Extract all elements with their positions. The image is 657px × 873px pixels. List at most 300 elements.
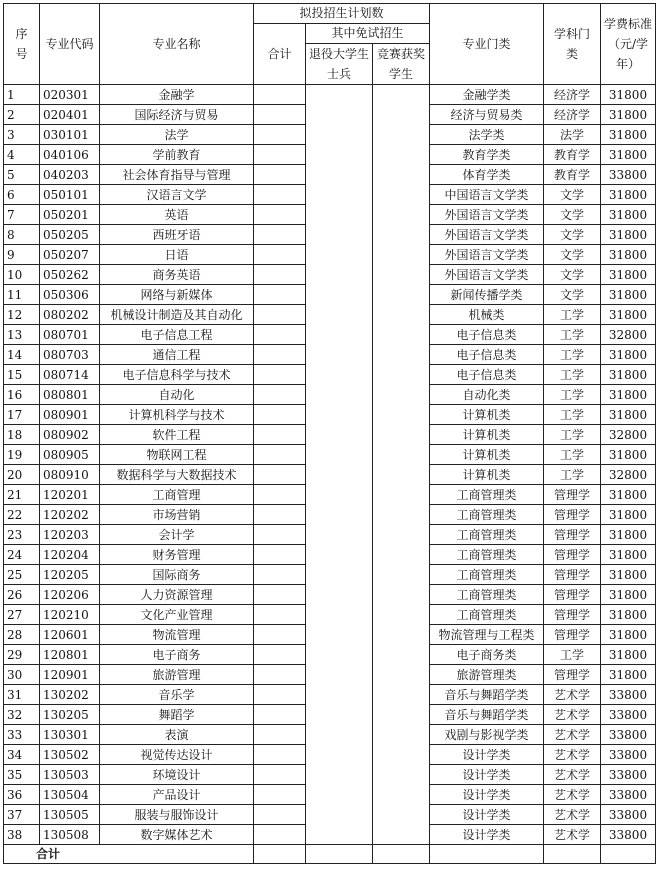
fee-cell: 33800 bbox=[601, 805, 656, 825]
total-row bbox=[4, 845, 656, 864]
header-exempt: 其中免试招生 bbox=[306, 24, 430, 44]
contest-cell bbox=[373, 145, 430, 165]
major-name-cell: 工商管理 bbox=[100, 485, 254, 505]
veteran-cell bbox=[306, 285, 373, 305]
total-contest-cell bbox=[373, 845, 430, 864]
code-cell: 080714 bbox=[40, 365, 100, 385]
discipline-cell: 法学 bbox=[544, 125, 601, 145]
plan-total-cell bbox=[254, 585, 306, 605]
seq-cell: 14 bbox=[4, 345, 40, 365]
table-row bbox=[4, 765, 656, 785]
veteran-cell bbox=[306, 785, 373, 805]
fee-cell: 31800 bbox=[601, 545, 656, 565]
table-row bbox=[4, 385, 656, 405]
seq-cell: 1 bbox=[4, 85, 40, 105]
major-name-cell: 电子信息工程 bbox=[100, 325, 254, 345]
table-row bbox=[4, 265, 656, 285]
table-row bbox=[4, 145, 656, 165]
veteran-cell bbox=[306, 685, 373, 705]
discipline-cell: 管理学 bbox=[544, 625, 601, 645]
plan-total-cell bbox=[254, 785, 306, 805]
table-row bbox=[4, 85, 656, 105]
contest-cell bbox=[373, 685, 430, 705]
fee-cell: 31800 bbox=[601, 285, 656, 305]
veteran-cell bbox=[306, 245, 373, 265]
plan-total-cell bbox=[254, 565, 306, 585]
plan-total-cell bbox=[254, 805, 306, 825]
contest-cell bbox=[373, 345, 430, 365]
discipline-cell: 管理学 bbox=[544, 585, 601, 605]
plan-total-cell bbox=[254, 265, 306, 285]
major-name-cell: 电子商务 bbox=[100, 645, 254, 665]
plan-total-cell bbox=[254, 645, 306, 665]
discipline-cell: 艺术学 bbox=[544, 785, 601, 805]
veteran-cell bbox=[306, 625, 373, 645]
category-cell: 设计学类 bbox=[430, 825, 544, 845]
seq-cell: 28 bbox=[4, 625, 40, 645]
major-name-cell: 自动化 bbox=[100, 385, 254, 405]
category-cell: 工商管理类 bbox=[430, 585, 544, 605]
code-cell: 020401 bbox=[40, 105, 100, 125]
contest-cell bbox=[373, 245, 430, 265]
table-row bbox=[4, 485, 656, 505]
discipline-cell: 工学 bbox=[544, 645, 601, 665]
table-row bbox=[4, 805, 656, 825]
category-cell: 计算机类 bbox=[430, 425, 544, 445]
seq-cell: 3 bbox=[4, 125, 40, 145]
code-cell: 120204 bbox=[40, 545, 100, 565]
plan-total-cell bbox=[254, 405, 306, 425]
table-row bbox=[4, 285, 656, 305]
code-cell: 120210 bbox=[40, 605, 100, 625]
table-row bbox=[4, 605, 656, 625]
major-name-cell: 物流管理 bbox=[100, 625, 254, 645]
fee-cell: 33800 bbox=[601, 745, 656, 765]
header-plan: 拟投招生计划数 bbox=[254, 4, 430, 24]
fee-cell: 31800 bbox=[601, 445, 656, 465]
discipline-cell: 艺术学 bbox=[544, 805, 601, 825]
seq-cell: 10 bbox=[4, 265, 40, 285]
table-row bbox=[4, 685, 656, 705]
contest-cell bbox=[373, 125, 430, 145]
contest-cell bbox=[373, 85, 430, 105]
discipline-cell: 工学 bbox=[544, 345, 601, 365]
category-cell: 电子信息类 bbox=[430, 365, 544, 385]
contest-cell bbox=[373, 405, 430, 425]
code-cell: 050207 bbox=[40, 245, 100, 265]
fee-cell: 31800 bbox=[601, 145, 656, 165]
contest-cell bbox=[373, 285, 430, 305]
total-label: 合计 bbox=[4, 845, 254, 864]
discipline-cell: 艺术学 bbox=[544, 705, 601, 725]
plan-total-cell bbox=[254, 285, 306, 305]
category-cell: 外国语言文学类 bbox=[430, 245, 544, 265]
veteran-cell bbox=[306, 505, 373, 525]
discipline-cell: 文学 bbox=[544, 225, 601, 245]
veteran-cell bbox=[306, 705, 373, 725]
contest-cell bbox=[373, 645, 430, 665]
veteran-cell bbox=[306, 365, 373, 385]
category-cell: 设计学类 bbox=[430, 805, 544, 825]
category-cell: 旅游管理类 bbox=[430, 665, 544, 685]
seq-cell: 12 bbox=[4, 305, 40, 325]
fee-cell: 33800 bbox=[601, 705, 656, 725]
veteran-cell bbox=[306, 385, 373, 405]
plan-total-cell bbox=[254, 525, 306, 545]
table-row bbox=[4, 785, 656, 805]
header-veteran: 退役大学生士兵 bbox=[306, 44, 373, 85]
code-cell: 020301 bbox=[40, 85, 100, 105]
seq-cell: 38 bbox=[4, 825, 40, 845]
enrollment-plan-table bbox=[3, 3, 656, 864]
discipline-cell: 经济学 bbox=[544, 85, 601, 105]
table-row bbox=[4, 345, 656, 365]
seq-cell: 36 bbox=[4, 785, 40, 805]
total-category-cell bbox=[430, 845, 544, 864]
code-cell: 080801 bbox=[40, 385, 100, 405]
plan-total-cell bbox=[254, 825, 306, 845]
major-name-cell: 计算机科学与技术 bbox=[100, 405, 254, 425]
category-cell: 电子信息类 bbox=[430, 345, 544, 365]
discipline-cell: 工学 bbox=[544, 305, 601, 325]
code-cell: 050306 bbox=[40, 285, 100, 305]
table-body bbox=[4, 85, 656, 845]
plan-total-cell bbox=[254, 185, 306, 205]
code-cell: 130502 bbox=[40, 745, 100, 765]
seq-cell: 2 bbox=[4, 105, 40, 125]
fee-cell: 31800 bbox=[601, 485, 656, 505]
category-cell: 外国语言文学类 bbox=[430, 225, 544, 245]
fee-cell: 31800 bbox=[601, 625, 656, 645]
fee-cell: 31800 bbox=[601, 205, 656, 225]
code-cell: 120601 bbox=[40, 625, 100, 645]
contest-cell bbox=[373, 705, 430, 725]
header-seq: 序号 bbox=[4, 4, 40, 85]
seq-cell: 8 bbox=[4, 225, 40, 245]
table-row bbox=[4, 585, 656, 605]
major-name-cell: 商务英语 bbox=[100, 265, 254, 285]
contest-cell bbox=[373, 185, 430, 205]
fee-cell: 31800 bbox=[601, 565, 656, 585]
code-cell: 130505 bbox=[40, 805, 100, 825]
seq-cell: 26 bbox=[4, 585, 40, 605]
code-cell: 080701 bbox=[40, 325, 100, 345]
veteran-cell bbox=[306, 145, 373, 165]
table-row bbox=[4, 225, 656, 245]
contest-cell bbox=[373, 305, 430, 325]
plan-total-cell bbox=[254, 625, 306, 645]
seq-cell: 7 bbox=[4, 205, 40, 225]
veteran-cell bbox=[306, 825, 373, 845]
contest-cell bbox=[373, 465, 430, 485]
table-row bbox=[4, 465, 656, 485]
plan-total-cell bbox=[254, 705, 306, 725]
contest-cell bbox=[373, 525, 430, 545]
seq-cell: 20 bbox=[4, 465, 40, 485]
category-cell: 金融学类 bbox=[430, 85, 544, 105]
veteran-cell bbox=[306, 425, 373, 445]
contest-cell bbox=[373, 585, 430, 605]
veteran-cell bbox=[306, 585, 373, 605]
category-cell: 计算机类 bbox=[430, 445, 544, 465]
fee-cell: 31800 bbox=[601, 345, 656, 365]
major-name-cell: 表演 bbox=[100, 725, 254, 745]
veteran-cell bbox=[306, 645, 373, 665]
total-discipline-cell bbox=[544, 845, 601, 864]
category-cell: 音乐与舞蹈学类 bbox=[430, 705, 544, 725]
major-name-cell: 网络与新媒体 bbox=[100, 285, 254, 305]
header-contest: 竞赛获奖学生 bbox=[373, 44, 430, 85]
fee-cell: 31800 bbox=[601, 245, 656, 265]
contest-cell bbox=[373, 225, 430, 245]
fee-cell: 33800 bbox=[601, 685, 656, 705]
major-name-cell: 产品设计 bbox=[100, 785, 254, 805]
category-cell: 工商管理类 bbox=[430, 565, 544, 585]
discipline-cell: 管理学 bbox=[544, 665, 601, 685]
discipline-cell: 管理学 bbox=[544, 485, 601, 505]
discipline-cell: 教育学 bbox=[544, 145, 601, 165]
seq-cell: 17 bbox=[4, 405, 40, 425]
table-row bbox=[4, 645, 656, 665]
fee-cell: 31800 bbox=[601, 385, 656, 405]
category-cell: 计算机类 bbox=[430, 465, 544, 485]
major-name-cell: 舞蹈学 bbox=[100, 705, 254, 725]
major-name-cell: 西班牙语 bbox=[100, 225, 254, 245]
major-name-cell: 汉语言文学 bbox=[100, 185, 254, 205]
fee-cell: 33800 bbox=[601, 725, 656, 745]
seq-cell: 34 bbox=[4, 745, 40, 765]
discipline-cell: 工学 bbox=[544, 425, 601, 445]
major-name-cell: 电子信息科学与技术 bbox=[100, 365, 254, 385]
major-name-cell: 金融学 bbox=[100, 85, 254, 105]
plan-total-cell bbox=[254, 505, 306, 525]
code-cell: 050201 bbox=[40, 205, 100, 225]
veteran-cell bbox=[306, 605, 373, 625]
seq-cell: 22 bbox=[4, 505, 40, 525]
major-name-cell: 旅游管理 bbox=[100, 665, 254, 685]
contest-cell bbox=[373, 545, 430, 565]
fee-cell: 31800 bbox=[601, 265, 656, 285]
fee-cell: 31800 bbox=[601, 225, 656, 245]
major-name-cell: 数据科学与大数据技术 bbox=[100, 465, 254, 485]
code-cell: 120201 bbox=[40, 485, 100, 505]
major-name-cell: 数字媒体艺术 bbox=[100, 825, 254, 845]
fee-cell: 31800 bbox=[601, 85, 656, 105]
contest-cell bbox=[373, 605, 430, 625]
total-fee-cell bbox=[601, 845, 656, 864]
category-cell: 计算机类 bbox=[430, 405, 544, 425]
contest-cell bbox=[373, 265, 430, 285]
plan-total-cell bbox=[254, 245, 306, 265]
major-name-cell: 英语 bbox=[100, 205, 254, 225]
code-cell: 130508 bbox=[40, 825, 100, 845]
major-name-cell: 人力资源管理 bbox=[100, 585, 254, 605]
major-name-cell: 财务管理 bbox=[100, 545, 254, 565]
category-cell: 教育学类 bbox=[430, 145, 544, 165]
discipline-cell: 管理学 bbox=[544, 525, 601, 545]
major-name-cell: 社会体育指导与管理 bbox=[100, 165, 254, 185]
veteran-cell bbox=[306, 225, 373, 245]
category-cell: 音乐与舞蹈学类 bbox=[430, 685, 544, 705]
plan-total-cell bbox=[254, 385, 306, 405]
major-name-cell: 日语 bbox=[100, 245, 254, 265]
discipline-cell: 文学 bbox=[544, 265, 601, 285]
contest-cell bbox=[373, 505, 430, 525]
category-cell: 体育学类 bbox=[430, 165, 544, 185]
veteran-cell bbox=[306, 345, 373, 365]
contest-cell bbox=[373, 105, 430, 125]
veteran-cell bbox=[306, 125, 373, 145]
major-name-cell: 学前教育 bbox=[100, 145, 254, 165]
major-name-cell: 通信工程 bbox=[100, 345, 254, 365]
header-total: 合计 bbox=[254, 24, 306, 85]
seq-cell: 11 bbox=[4, 285, 40, 305]
fee-cell: 32800 bbox=[601, 425, 656, 445]
header-category: 专业门类 bbox=[430, 4, 544, 85]
category-cell: 电子信息类 bbox=[430, 325, 544, 345]
category-cell: 机械类 bbox=[430, 305, 544, 325]
category-cell: 工商管理类 bbox=[430, 485, 544, 505]
table-row bbox=[4, 505, 656, 525]
major-name-cell: 市场营销 bbox=[100, 505, 254, 525]
contest-cell bbox=[373, 765, 430, 785]
discipline-cell: 教育学 bbox=[544, 165, 601, 185]
veteran-cell bbox=[306, 525, 373, 545]
category-cell: 戏剧与影视学类 bbox=[430, 725, 544, 745]
category-cell: 经济与贸易类 bbox=[430, 105, 544, 125]
contest-cell bbox=[373, 665, 430, 685]
contest-cell bbox=[373, 725, 430, 745]
discipline-cell: 工学 bbox=[544, 365, 601, 385]
discipline-cell: 文学 bbox=[544, 205, 601, 225]
plan-total-cell bbox=[254, 425, 306, 445]
total-veteran-cell bbox=[306, 845, 373, 864]
veteran-cell bbox=[306, 725, 373, 745]
table-row bbox=[4, 205, 656, 225]
fee-cell: 32800 bbox=[601, 465, 656, 485]
code-cell: 130504 bbox=[40, 785, 100, 805]
plan-total-cell bbox=[254, 605, 306, 625]
category-cell: 物流管理与工程类 bbox=[430, 625, 544, 645]
seq-cell: 5 bbox=[4, 165, 40, 185]
major-name-cell: 国际商务 bbox=[100, 565, 254, 585]
seq-cell: 19 bbox=[4, 445, 40, 465]
seq-cell: 30 bbox=[4, 665, 40, 685]
veteran-cell bbox=[306, 485, 373, 505]
fee-cell: 33800 bbox=[601, 765, 656, 785]
contest-cell bbox=[373, 425, 430, 445]
veteran-cell bbox=[306, 325, 373, 345]
seq-cell: 23 bbox=[4, 525, 40, 545]
contest-cell bbox=[373, 325, 430, 345]
fee-cell: 31800 bbox=[601, 105, 656, 125]
category-cell: 电子商务类 bbox=[430, 645, 544, 665]
plan-total-cell bbox=[254, 545, 306, 565]
discipline-cell: 工学 bbox=[544, 325, 601, 345]
seq-cell: 18 bbox=[4, 425, 40, 445]
discipline-cell: 艺术学 bbox=[544, 725, 601, 745]
code-cell: 080703 bbox=[40, 345, 100, 365]
plan-total-cell bbox=[254, 665, 306, 685]
major-name-cell: 环境设计 bbox=[100, 765, 254, 785]
table-row bbox=[4, 425, 656, 445]
plan-total-cell bbox=[254, 145, 306, 165]
contest-cell bbox=[373, 385, 430, 405]
table-row bbox=[4, 165, 656, 185]
discipline-cell: 管理学 bbox=[544, 545, 601, 565]
code-cell: 050205 bbox=[40, 225, 100, 245]
discipline-cell: 工学 bbox=[544, 405, 601, 425]
table-row bbox=[4, 105, 656, 125]
table-row bbox=[4, 665, 656, 685]
category-cell: 中国语言文学类 bbox=[430, 185, 544, 205]
table-row bbox=[4, 745, 656, 765]
category-cell: 工商管理类 bbox=[430, 545, 544, 565]
table-row bbox=[4, 545, 656, 565]
fee-cell: 31800 bbox=[601, 505, 656, 525]
code-cell: 030101 bbox=[40, 125, 100, 145]
code-cell: 130301 bbox=[40, 725, 100, 745]
table-row bbox=[4, 305, 656, 325]
veteran-cell bbox=[306, 565, 373, 585]
seq-cell: 6 bbox=[4, 185, 40, 205]
contest-cell bbox=[373, 785, 430, 805]
discipline-cell: 文学 bbox=[544, 285, 601, 305]
code-cell: 040203 bbox=[40, 165, 100, 185]
seq-cell: 25 bbox=[4, 565, 40, 585]
veteran-cell bbox=[306, 105, 373, 125]
major-name-cell: 机械设计制造及其自动化 bbox=[100, 305, 254, 325]
table-row bbox=[4, 825, 656, 845]
veteran-cell bbox=[306, 165, 373, 185]
contest-cell bbox=[373, 165, 430, 185]
contest-cell bbox=[373, 445, 430, 465]
plan-total-cell bbox=[254, 725, 306, 745]
code-cell: 080905 bbox=[40, 445, 100, 465]
category-cell: 外国语言文学类 bbox=[430, 265, 544, 285]
category-cell: 工商管理类 bbox=[430, 605, 544, 625]
major-name-cell: 法学 bbox=[100, 125, 254, 145]
discipline-cell: 经济学 bbox=[544, 105, 601, 125]
table-row bbox=[4, 445, 656, 465]
contest-cell bbox=[373, 625, 430, 645]
seq-cell: 9 bbox=[4, 245, 40, 265]
major-name-cell: 文化产业管理 bbox=[100, 605, 254, 625]
veteran-cell bbox=[306, 465, 373, 485]
code-cell: 130205 bbox=[40, 705, 100, 725]
category-cell: 自动化类 bbox=[430, 385, 544, 405]
table-row bbox=[4, 245, 656, 265]
contest-cell bbox=[373, 805, 430, 825]
plan-total-cell bbox=[254, 205, 306, 225]
veteran-cell bbox=[306, 305, 373, 325]
code-cell: 130202 bbox=[40, 685, 100, 705]
fee-cell: 33800 bbox=[601, 165, 656, 185]
fee-cell: 31800 bbox=[601, 365, 656, 385]
seq-cell: 15 bbox=[4, 365, 40, 385]
discipline-cell: 文学 bbox=[544, 245, 601, 265]
header-name: 专业名称 bbox=[100, 4, 254, 85]
table-row bbox=[4, 525, 656, 545]
fee-cell: 33800 bbox=[601, 825, 656, 845]
seq-cell: 4 bbox=[4, 145, 40, 165]
veteran-cell bbox=[306, 805, 373, 825]
seq-cell: 37 bbox=[4, 805, 40, 825]
table-row bbox=[4, 625, 656, 645]
plan-total-cell bbox=[254, 325, 306, 345]
fee-cell: 31800 bbox=[601, 125, 656, 145]
fee-cell: 31800 bbox=[601, 645, 656, 665]
